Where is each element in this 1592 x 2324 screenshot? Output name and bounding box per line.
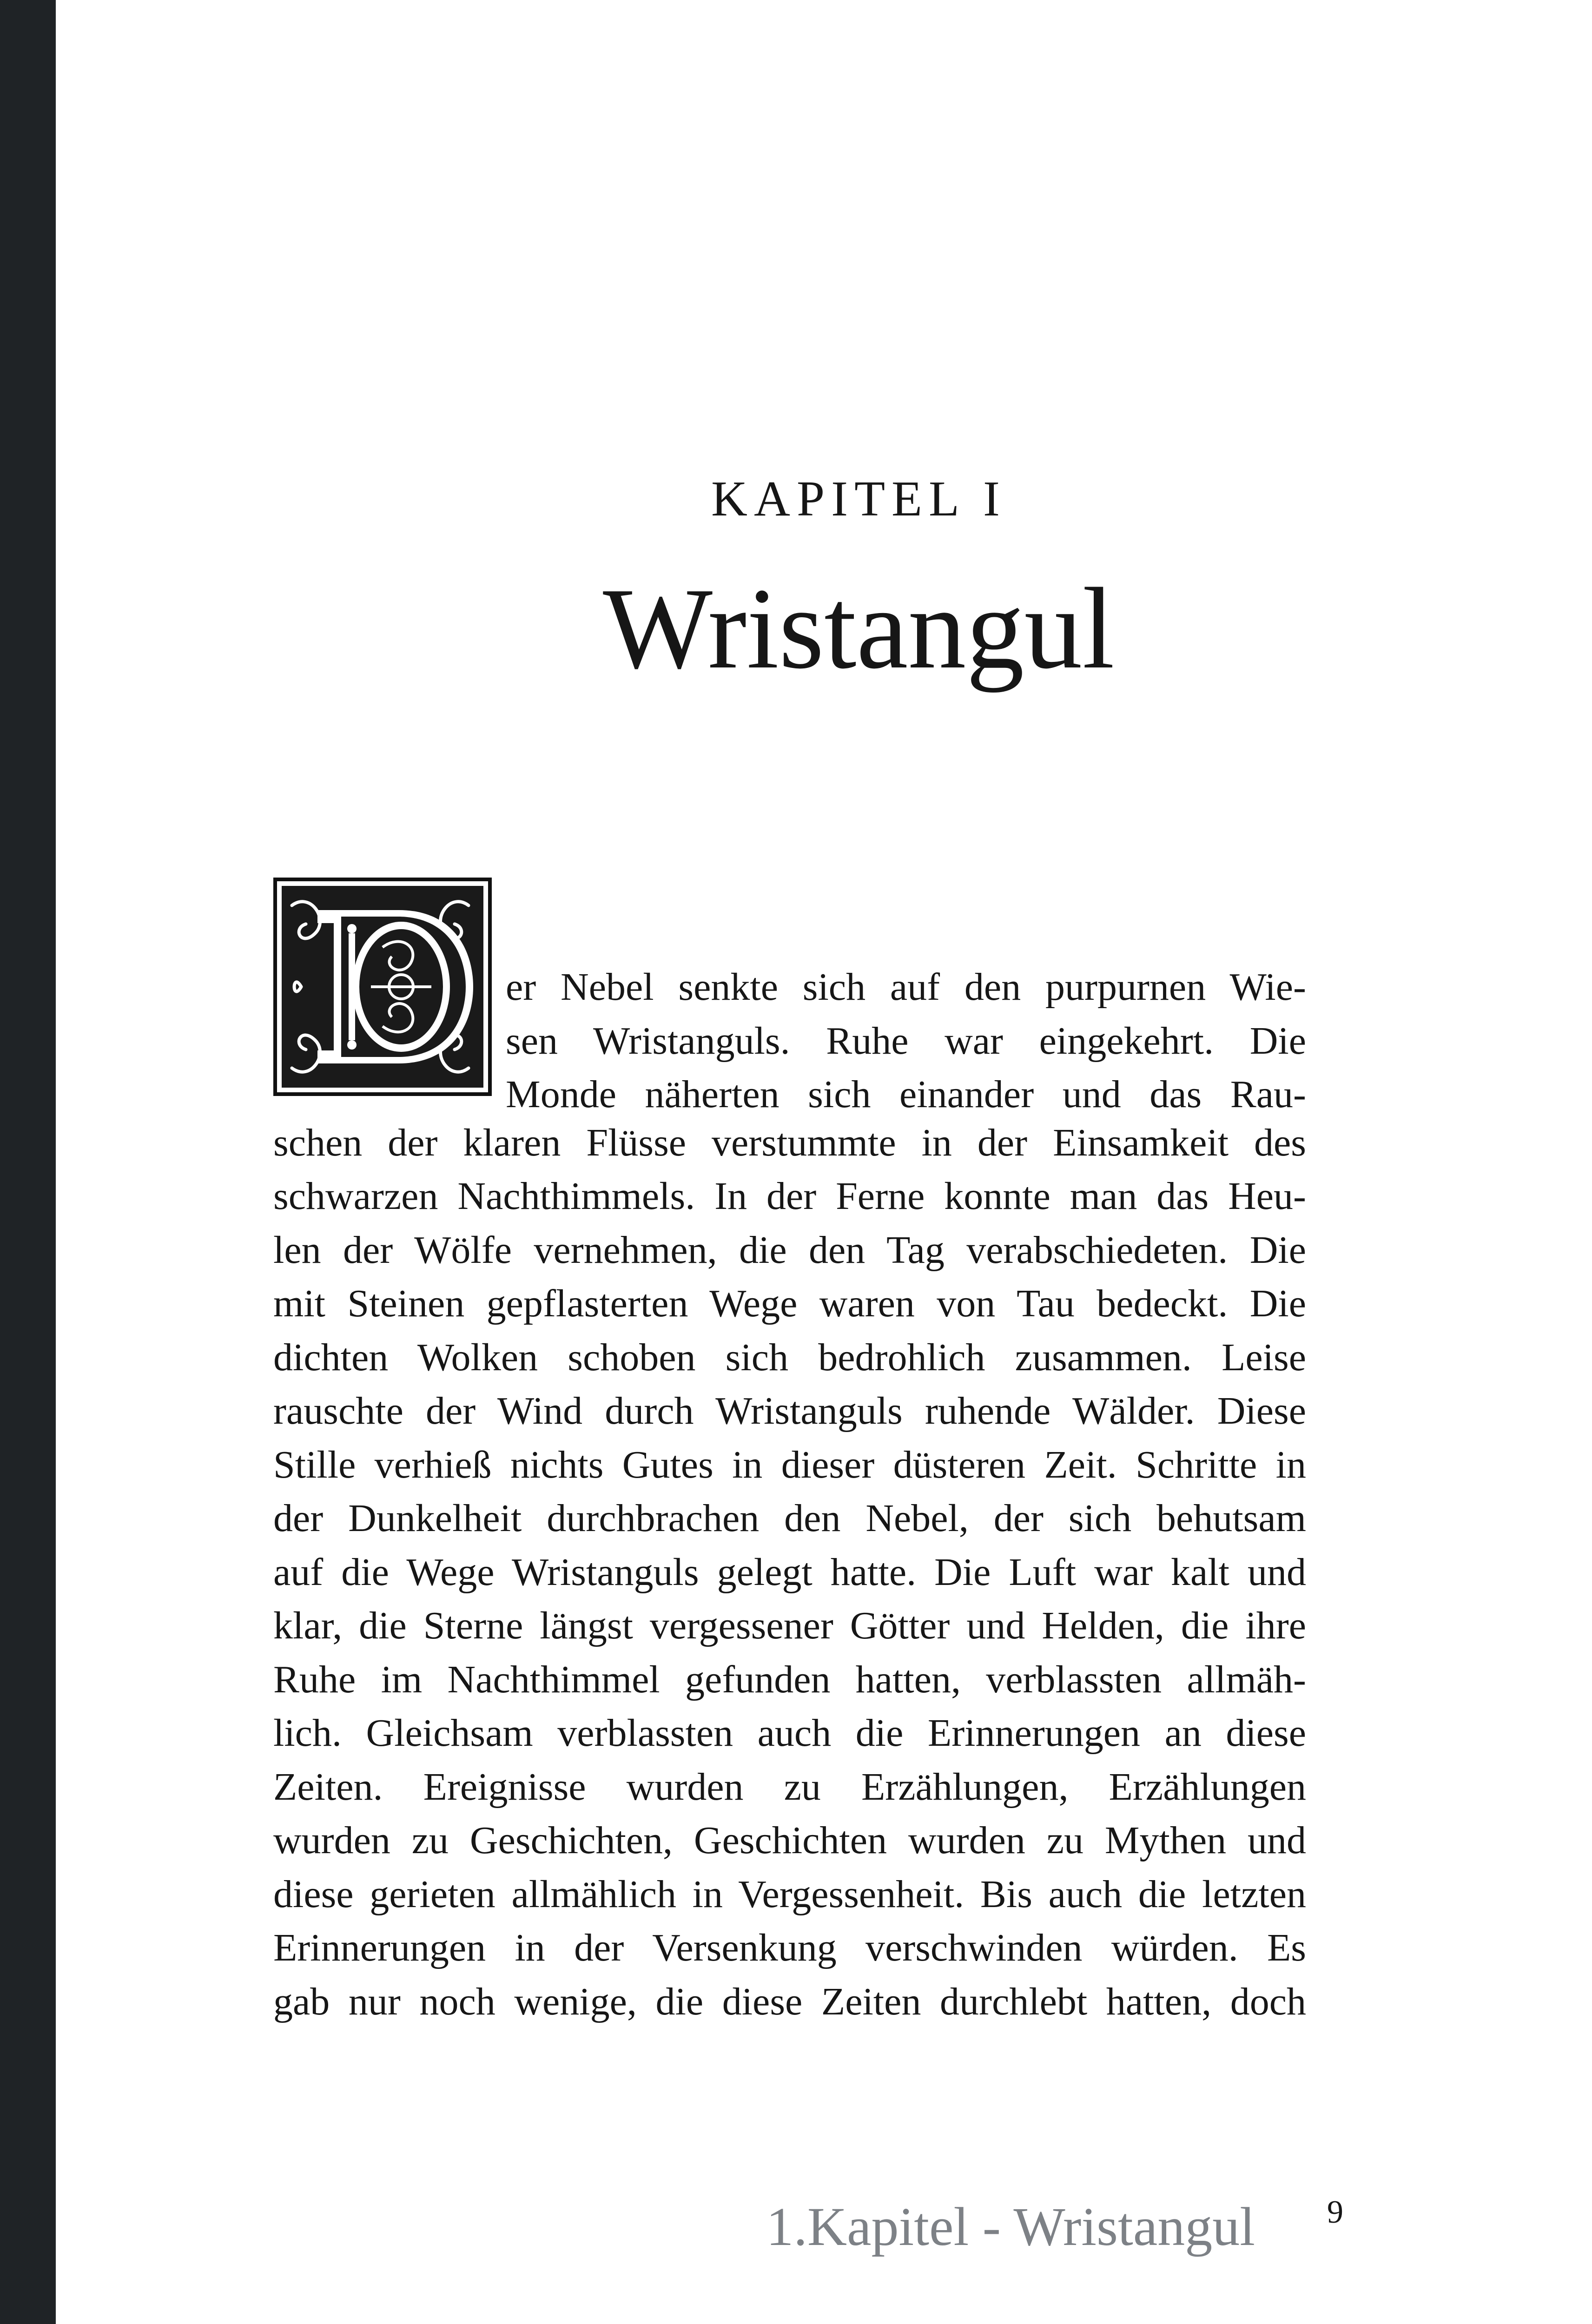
text-line: schwarzen Nachthimmels. In der Ferne konnte man das Heu- [273,1175,1306,1218]
text-line: rauschte der Wind durch Wristanguls ruhende Wälder. Diese [273,1389,1306,1433]
body-paragraph-continued [273,1116,1306,2029]
ornamental-initial-icon [273,878,492,1096]
text-line: Erinnerungen in der Versenkung verschwinden würden. Es [273,1926,1306,1969]
text-line: Zeiten. Ereignisse wurden zu Erzählungen, Erzählungen [273,1765,1306,1809]
text-line: mit Steinen gepflasterten Wege waren von Tau bedeckt. Die [273,1282,1306,1325]
text-line: wurden zu Geschichten, Geschichten wurden zu Mythen und [273,1819,1306,1862]
chapter-title: Wristangul [603,564,1115,693]
text-line: gab nur noch wenige, die diese Zeiten durchlebt hatten, doch [273,1980,1306,2023]
chapter-label: KAPITEL I [711,471,1006,527]
text-line: Monde näherten sich einander und das Rau- [506,1073,1306,1116]
body-text-block [273,878,1306,2028]
text-line: lich. Gleichsam verblassten auch die Erinnerungen an diese [273,1711,1306,1755]
text-line: diese gerieten allmählich in Vergessenheit. Bis auch die letzten [273,1872,1306,1916]
text-line: dichten Wolken schoben sich bedrohlich zusammen. Leise [273,1335,1306,1379]
text-line: klar, die Sterne längst vergessener Götter und Helden, die ihre [273,1604,1306,1647]
text-line: Ruhe im Nachthimmel gefunden hatten, verblassten allmäh- [273,1657,1306,1701]
page-number: 9 [1327,2194,1343,2230]
text-line: len der Wölfe vernehmen, die den Tag verabschiedeten. Die [273,1228,1306,1272]
text-line: der Dunkelheit durchbrachen den Nebel, der sich behutsam [273,1497,1306,1540]
text-line: schen der klaren Flüsse verstummte in der Einsamkeit des [273,1121,1306,1164]
text-line: Stille verhieß nichts Gutes in dieser düsteren Zeit. Schritte in [273,1443,1306,1486]
text-line: er Nebel senkte sich auf den purpurnen Wie- [506,965,1306,1009]
text-line: auf die Wege Wristanguls gelegt hatte. Die Luft war kalt und [273,1550,1306,1594]
running-footer-title: 1.Kapitel - Wristangul [766,2196,1255,2257]
text-line: sen Wristanguls. Ruhe war eingekehrt. Die [506,1019,1306,1063]
book-spine-edge [0,0,56,2324]
